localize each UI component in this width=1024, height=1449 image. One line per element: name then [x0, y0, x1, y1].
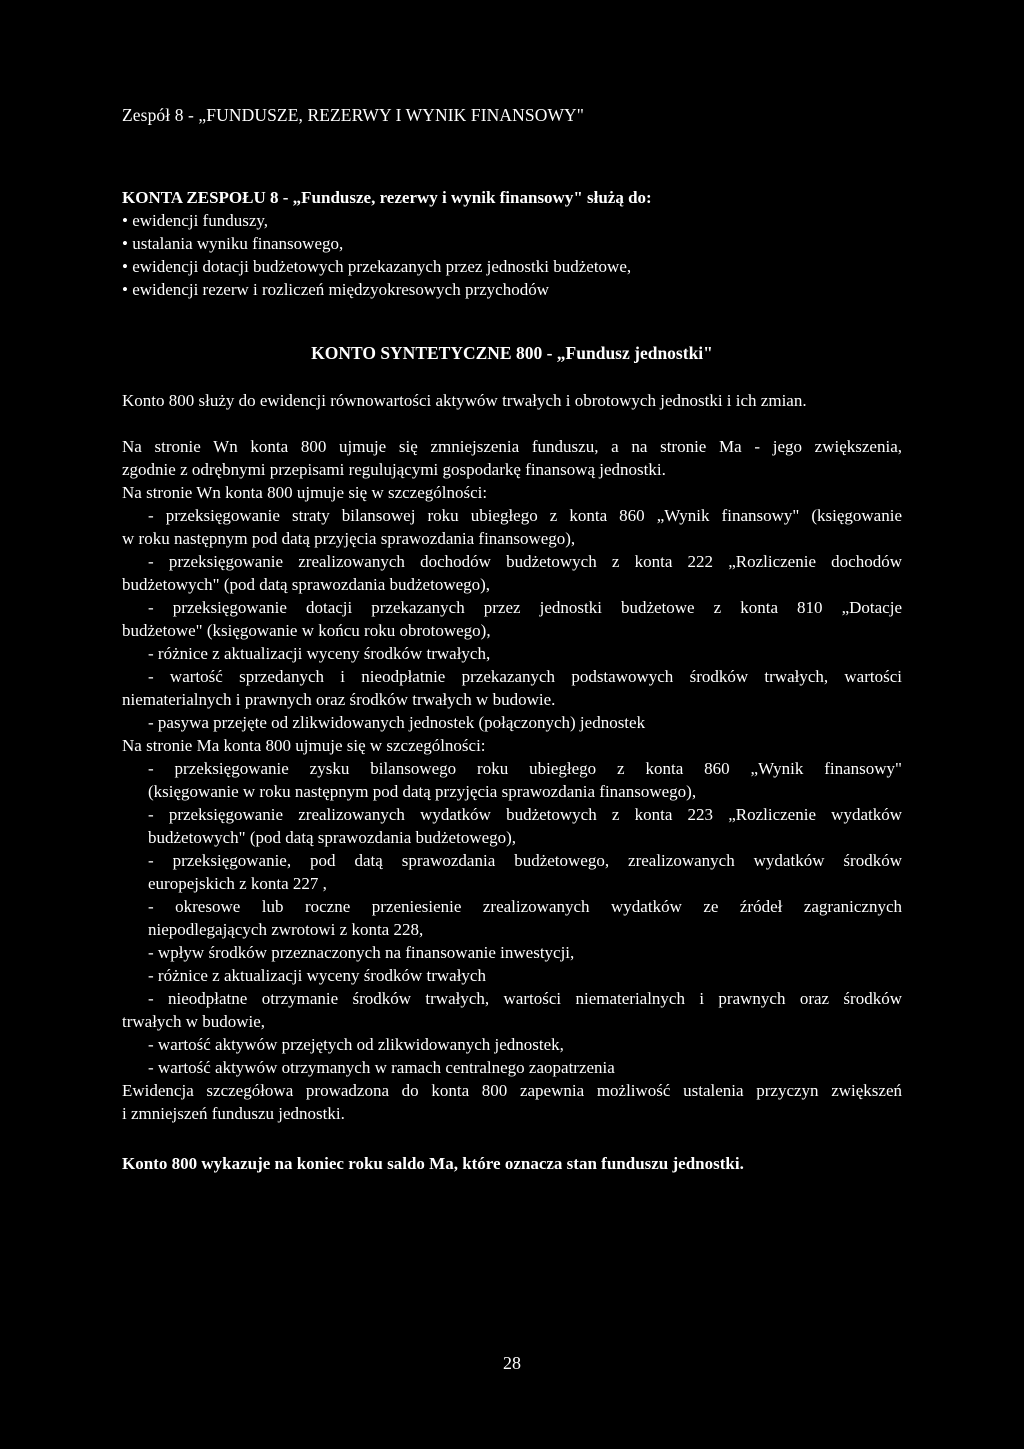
- closing-statement: Konto 800 wykazuje na koniec roku saldo Ma, które oznacza stan funduszu jednostki.: [122, 1154, 744, 1173]
- list-item: - wartość aktywów przejętych od zlikwidowanych jednostek,: [148, 1035, 564, 1054]
- list-item: - różnice z aktualizacji wyceny środków trwałych,: [148, 644, 491, 663]
- page-number: 28: [503, 1353, 521, 1373]
- detail-line-2: i zmniejszeń funduszu jednostki.: [122, 1104, 345, 1123]
- list-item-continuation: budżetowe" (księgowanie w końcu roku obrotowego),: [122, 621, 491, 640]
- list-item: - nieodpłatne otrzymanie środków trwałych, wartości niematerialnych i prawnych oraz środków: [148, 989, 902, 1008]
- list-item: - pasywa przejęte od zlikwidowanych jednostek (połączonych) jednostek: [148, 713, 646, 732]
- list-item: • ewidencji funduszy,: [122, 209, 902, 232]
- section-title: Zespół 8 - „FUNDUSZE, REZERWY I WYNIK FINANSOWY": [122, 105, 585, 125]
- list-item-continuation: budżetowych" (pod datą sprawozdania budżetowego),: [122, 575, 491, 594]
- wn-general-line-1: Na stronie Wn konta 800 ujmuje się zmniejszenia funduszu, a na stronie Ma - jego zwiększenia,: [122, 437, 902, 456]
- list-item: - przeksięgowanie zysku bilansowego roku ubiegłego z konta 860 „Wynik finansowy": [148, 759, 902, 778]
- list-item: - wartość sprzedanych i nieodpłatnie przekazanych podstawowych środków trwałych, wartości: [148, 667, 902, 686]
- list-item-continuation: w roku następnym pod datą przyjęcia sprawozdania finansowego),: [122, 529, 576, 548]
- list-item: - wpływ środków przeznaczonych na finansowanie inwestycji,: [148, 943, 575, 962]
- wn-list: [122, 504, 902, 734]
- list-item: - przeksięgowanie, pod datą sprawozdania budżetowego, zrealizowanych wydatków środków: [148, 851, 902, 870]
- list-item: • ustalania wyniku finansowego,: [122, 232, 902, 255]
- wn-general-line-2: zgodnie z odrębnymi przepisami regulującymi gospodarkę finansową jednostki.: [122, 460, 666, 479]
- ma-list: [122, 757, 902, 1079]
- list-item: • ewidencji rezerw i rozliczeń międzyokresowych przychodów: [122, 278, 902, 301]
- list-item: - przeksięgowanie straty bilansowej roku ubiegłego z konta 860 „Wynik finansowy" (księgowanie: [148, 506, 902, 525]
- list-item-continuation: trwałych w budowie,: [122, 1012, 266, 1031]
- purpose-paragraph: Konto 800 służy do ewidencji równowartości aktywów trwałych i obrotowych jednostki i ich zmian.: [122, 391, 807, 410]
- document-body: [122, 389, 902, 1175]
- intro-block: [122, 186, 902, 301]
- list-item-continuation: niematerialnych i prawnych oraz środków trwałych w budowie.: [122, 690, 556, 709]
- account-title: KONTO SYNTETYCZNE 800 - „Fundusz jednostki": [311, 343, 713, 363]
- intro-heading: KONTA ZESPOŁU 8 - „Fundusze, rezerwy i wynik finansowy" służą do:: [122, 188, 652, 207]
- list-item-continuation: europejskich z konta 227 ,: [148, 874, 327, 893]
- list-item: - różnice z aktualizacji wyceny środków trwałych: [148, 966, 486, 985]
- list-item: - przeksięgowanie dotacji przekazanych przez jednostki budżetowe z konta 810 „Dotacje: [148, 598, 902, 617]
- list-item-continuation: niepodlegających zwrotowi z konta 228,: [148, 920, 424, 939]
- list-item: - przeksięgowanie zrealizowanych wydatków budżetowych z konta 223 „Rozliczenie wydatków: [148, 805, 902, 824]
- list-item-continuation: (księgowanie w roku następnym pod datą przyjęcia sprawozdania finansowego),: [148, 782, 697, 801]
- list-item: - wartość aktywów otrzymanych w ramach centralnego zaopatrzenia: [148, 1058, 615, 1077]
- list-item: • ewidencji dotacji budżetowych przekazanych przez jednostki budżetowe,: [122, 255, 902, 278]
- wn-heading: Na stronie Wn konta 800 ujmuje się w szczególności:: [122, 483, 488, 502]
- intro-bullet-list: [122, 209, 902, 301]
- ma-heading: Na stronie Ma konta 800 ujmuje się w szczególności:: [122, 736, 486, 755]
- list-item: - okresowe lub roczne przeniesienie zrealizowanych wydatków ze źródeł zagranicznych: [148, 897, 902, 916]
- list-item-continuation: budżetowych" (pod datą sprawozdania budżetowego),: [148, 828, 517, 847]
- list-item: - przeksięgowanie zrealizowanych dochodów budżetowych z konta 222 „Rozliczenie dochodów: [148, 552, 902, 571]
- detail-line-1: Ewidencja szczegółowa prowadzona do konta 800 zapewnia możliwość ustalenia przyczyn zwiększeń: [122, 1081, 902, 1100]
